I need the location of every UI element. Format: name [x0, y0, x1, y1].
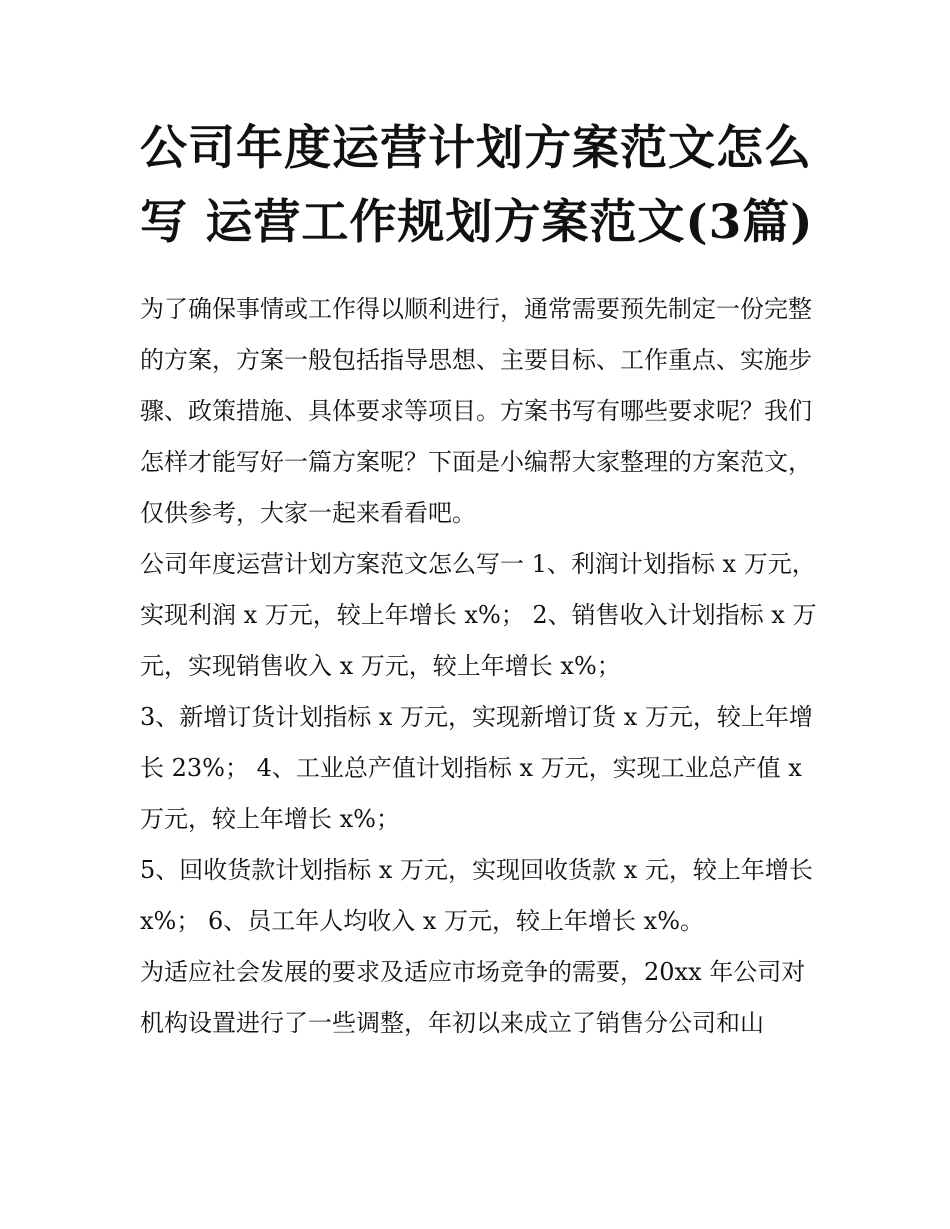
paragraph-plan-3: 5、回收货款计划指标 x 万元，实现回收货款 x 元，较上年增长 x%； 6、员工年人均收入 x 万元，较上年增长 x%。	[140, 856, 813, 935]
paragraph-plan-1: 公司年度运营计划方案范文怎么写一 1、利润计划指标 x 万元，实现利润 x 万元，较上年增长 x%； 2、销售收入计划指标 x 万元，实现销售收入 x 万元，较上年增长 x%；	[140, 550, 817, 680]
document-title: 公司年度运营计划方案范文怎么写 运营工作规划方案范文(3篇)	[140, 121, 814, 250]
document-page	[140, 112, 820, 1049]
document-body	[140, 284, 820, 1049]
paragraph-plan-2: 3、新增订货计划指标 x 万元，实现新增订货 x 万元，较上年增长 23%； 4、工业总产值计划指标 x 万元，实现工业总产值 x 万元，较上年增长 x%；	[140, 703, 813, 833]
paragraph-intro: 为了确保事情或工作得以顺利进行，通常需要预先制定一份完整的方案，方案一般包括指导思想、主要目标、工作重点、实施步骤、政策措施、具体要求等项目。方案书写有哪些要求呢？我们怎样才能写好一篇方案呢？下面是小编帮大家整理的方案范文，仅供参考，大家一起来看看吧。	[140, 295, 812, 527]
paragraph-org-adjustment: 为适应社会发展的要求及适应市场竞争的需要，20xx 年公司对机构设置进行了一些调整，年初以来成立了销售分公司和山	[140, 958, 806, 1037]
